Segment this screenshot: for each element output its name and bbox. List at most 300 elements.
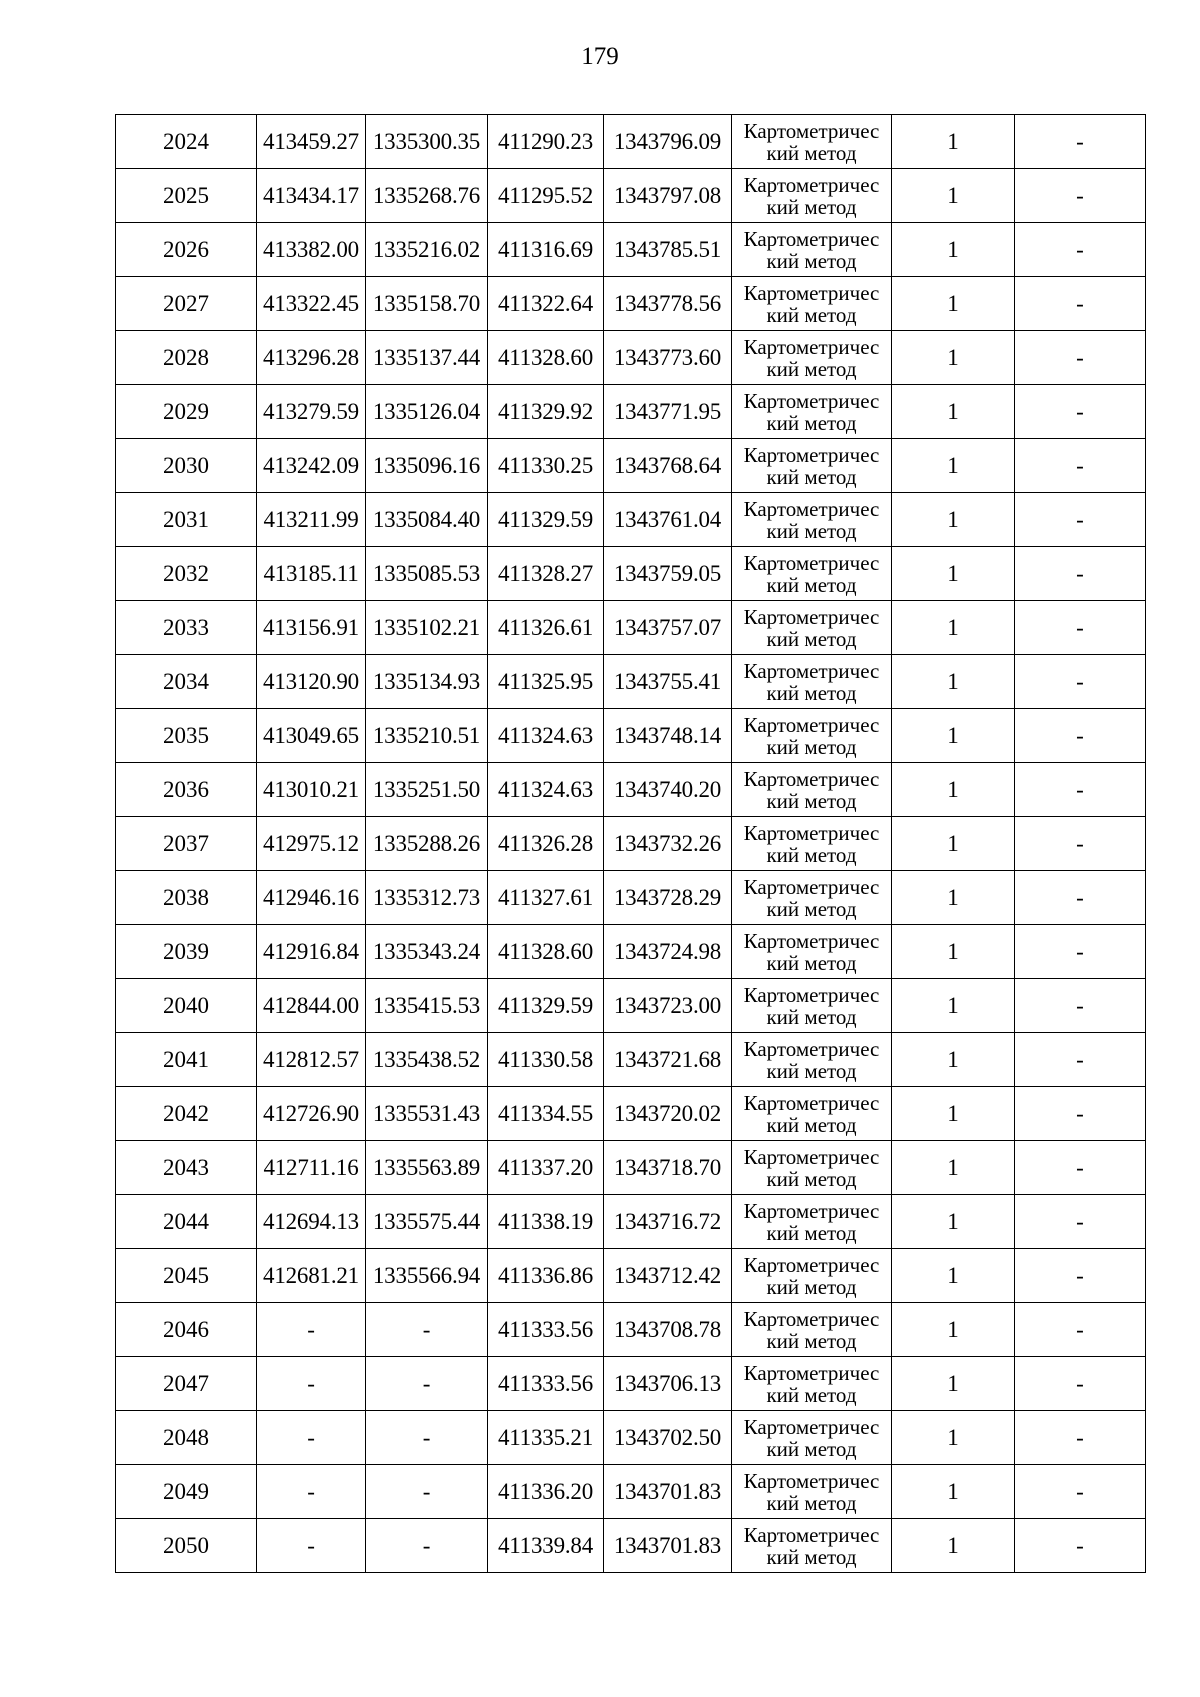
method-cell (732, 115, 892, 169)
new-x-cell: 411336.86 (488, 1249, 604, 1303)
accuracy-cell: 1 (892, 655, 1015, 709)
new-x-cell: 411333.56 (488, 1357, 604, 1411)
accuracy-cell: 1 (892, 1141, 1015, 1195)
old-x-cell: 413242.09 (257, 439, 366, 493)
method-cell (732, 223, 892, 277)
old-x-cell: - (257, 1519, 366, 1573)
method-cell (732, 1195, 892, 1249)
method-cell (732, 1087, 892, 1141)
table-row (116, 493, 1146, 547)
point-number-cell: 2024 (116, 115, 257, 169)
table-row (116, 763, 1146, 817)
point-number-cell: 2044 (116, 1195, 257, 1249)
method-cell (732, 1141, 892, 1195)
new-x-cell: 411335.21 (488, 1411, 604, 1465)
note-cell: - (1015, 547, 1146, 601)
new-x-cell: 411328.60 (488, 331, 604, 385)
method-line-1: Картометричес (743, 928, 880, 953)
accuracy-cell: 1 (892, 547, 1015, 601)
old-y-cell: 1335210.51 (366, 709, 488, 763)
accuracy-cell: 1 (892, 223, 1015, 277)
accuracy-cell: 1 (892, 979, 1015, 1033)
method-line-2: кий метод (766, 1112, 857, 1137)
point-number-cell: 2028 (116, 331, 257, 385)
table-row (116, 439, 1146, 493)
table-row (116, 169, 1146, 223)
table-row (116, 979, 1146, 1033)
accuracy-cell: 1 (892, 1195, 1015, 1249)
method-line-2: кий метод (766, 950, 857, 975)
accuracy-cell: 1 (892, 871, 1015, 925)
table-row (116, 1303, 1146, 1357)
method-line-1: Картометричес (743, 1360, 880, 1385)
old-x-cell: 413382.00 (257, 223, 366, 277)
note-cell: - (1015, 979, 1146, 1033)
point-number-cell: 2049 (116, 1465, 257, 1519)
old-y-cell: 1335288.26 (366, 817, 488, 871)
old-y-cell: 1335438.52 (366, 1033, 488, 1087)
old-x-cell: 412812.57 (257, 1033, 366, 1087)
note-cell: - (1015, 385, 1146, 439)
new-x-cell: 411336.20 (488, 1465, 604, 1519)
method-line-2: кий метод (766, 410, 857, 435)
new-x-cell: 411329.59 (488, 493, 604, 547)
method-cell (732, 1465, 892, 1519)
old-x-cell: 413322.45 (257, 277, 366, 331)
old-x-cell: 412681.21 (257, 1249, 366, 1303)
point-number-cell: 2047 (116, 1357, 257, 1411)
accuracy-cell: 1 (892, 1249, 1015, 1303)
new-x-cell: 411324.63 (488, 709, 604, 763)
note-cell: - (1015, 1411, 1146, 1465)
old-y-cell: 1335300.35 (366, 115, 488, 169)
new-y-cell: 1343716.72 (604, 1195, 732, 1249)
old-y-cell: 1335312.73 (366, 871, 488, 925)
old-x-cell: 413434.17 (257, 169, 366, 223)
point-number-cell: 2037 (116, 817, 257, 871)
point-number-cell: 2043 (116, 1141, 257, 1195)
point-number-cell: 2025 (116, 169, 257, 223)
new-y-cell: 1343702.50 (604, 1411, 732, 1465)
coordinates-table (115, 114, 1146, 1573)
new-y-cell: 1343757.07 (604, 601, 732, 655)
note-cell: - (1015, 1087, 1146, 1141)
note-cell: - (1015, 1033, 1146, 1087)
new-x-cell: 411327.61 (488, 871, 604, 925)
note-cell: - (1015, 277, 1146, 331)
note-cell: - (1015, 1303, 1146, 1357)
old-x-cell: 412916.84 (257, 925, 366, 979)
point-number-cell: 2038 (116, 871, 257, 925)
point-number-cell: 2026 (116, 223, 257, 277)
new-x-cell: 411328.60 (488, 925, 604, 979)
note-cell: - (1015, 871, 1146, 925)
method-line-1: Картометричес (743, 118, 880, 143)
method-line-1: Картометричес (743, 712, 880, 737)
accuracy-cell: 1 (892, 1411, 1015, 1465)
method-cell (732, 655, 892, 709)
old-x-cell: 413010.21 (257, 763, 366, 817)
method-cell (732, 763, 892, 817)
new-y-cell: 1343768.64 (604, 439, 732, 493)
old-x-cell: 413279.59 (257, 385, 366, 439)
method-line-2: кий метод (766, 1490, 857, 1515)
old-y-cell: 1335134.93 (366, 655, 488, 709)
method-line-1: Картометричес (743, 1522, 880, 1547)
method-line-1: Картометричес (743, 1090, 880, 1115)
old-x-cell: 412946.16 (257, 871, 366, 925)
note-cell: - (1015, 331, 1146, 385)
note-cell: - (1015, 169, 1146, 223)
note-cell: - (1015, 601, 1146, 655)
new-y-cell: 1343708.78 (604, 1303, 732, 1357)
old-y-cell: - (366, 1303, 488, 1357)
old-y-cell: 1335137.44 (366, 331, 488, 385)
old-x-cell: 413459.27 (257, 115, 366, 169)
new-x-cell: 411329.92 (488, 385, 604, 439)
method-line-1: Картометричес (743, 1252, 880, 1277)
table-row (116, 655, 1146, 709)
note-cell: - (1015, 1357, 1146, 1411)
table-row (116, 601, 1146, 655)
method-line-1: Картометричес (743, 388, 880, 413)
table-row (116, 1033, 1146, 1087)
table-row (116, 1195, 1146, 1249)
new-y-cell: 1343761.04 (604, 493, 732, 547)
method-line-2: кий метод (766, 1058, 857, 1083)
method-cell (732, 709, 892, 763)
method-line-1: Картометричес (743, 496, 880, 521)
new-x-cell: 411324.63 (488, 763, 604, 817)
method-line-1: Картометричес (743, 1036, 880, 1061)
method-cell (732, 979, 892, 1033)
method-cell (732, 925, 892, 979)
new-y-cell: 1343728.29 (604, 871, 732, 925)
table-row (116, 385, 1146, 439)
old-y-cell: 1335102.21 (366, 601, 488, 655)
new-y-cell: 1343771.95 (604, 385, 732, 439)
accuracy-cell: 1 (892, 169, 1015, 223)
method-line-2: кий метод (766, 248, 857, 273)
new-x-cell: 411330.25 (488, 439, 604, 493)
method-line-2: кий метод (766, 1004, 857, 1029)
new-y-cell: 1343732.26 (604, 817, 732, 871)
accuracy-cell: 1 (892, 277, 1015, 331)
new-x-cell: 411290.23 (488, 115, 604, 169)
method-cell (732, 1411, 892, 1465)
old-y-cell: - (366, 1519, 488, 1573)
point-number-cell: 2039 (116, 925, 257, 979)
table-row (116, 223, 1146, 277)
accuracy-cell: 1 (892, 1357, 1015, 1411)
method-line-1: Картометричес (743, 550, 880, 575)
method-line-2: кий метод (766, 572, 857, 597)
old-y-cell: 1335575.44 (366, 1195, 488, 1249)
point-number-cell: 2036 (116, 763, 257, 817)
accuracy-cell: 1 (892, 1033, 1015, 1087)
old-y-cell: - (366, 1357, 488, 1411)
method-line-2: кий метод (766, 842, 857, 867)
new-y-cell: 1343723.00 (604, 979, 732, 1033)
new-x-cell: 411337.20 (488, 1141, 604, 1195)
old-y-cell: 1335126.04 (366, 385, 488, 439)
new-y-cell: 1343740.20 (604, 763, 732, 817)
table-row (116, 1411, 1146, 1465)
old-x-cell: - (257, 1411, 366, 1465)
method-cell (732, 385, 892, 439)
method-line-1: Картометричес (743, 1144, 880, 1169)
point-number-cell: 2041 (116, 1033, 257, 1087)
new-x-cell: 411338.19 (488, 1195, 604, 1249)
table-row (116, 1519, 1146, 1573)
old-y-cell: 1335566.94 (366, 1249, 488, 1303)
note-cell: - (1015, 439, 1146, 493)
old-x-cell: 413120.90 (257, 655, 366, 709)
note-cell: - (1015, 925, 1146, 979)
point-number-cell: 2035 (116, 709, 257, 763)
table-row (116, 547, 1146, 601)
old-y-cell: 1335096.16 (366, 439, 488, 493)
table-row (116, 925, 1146, 979)
method-line-2: кий метод (766, 1166, 857, 1191)
table-row (116, 1249, 1146, 1303)
method-line-1: Картометричес (743, 442, 880, 467)
old-x-cell: 412694.13 (257, 1195, 366, 1249)
point-number-cell: 2045 (116, 1249, 257, 1303)
method-cell (732, 1303, 892, 1357)
note-cell: - (1015, 709, 1146, 763)
method-cell (732, 1249, 892, 1303)
old-x-cell: 413211.99 (257, 493, 366, 547)
table-row (116, 1465, 1146, 1519)
method-line-1: Картометричес (743, 226, 880, 251)
point-number-cell: 2031 (116, 493, 257, 547)
new-x-cell: 411316.69 (488, 223, 604, 277)
new-y-cell: 1343724.98 (604, 925, 732, 979)
old-x-cell: 412975.12 (257, 817, 366, 871)
table-row (116, 1141, 1146, 1195)
accuracy-cell: 1 (892, 763, 1015, 817)
new-x-cell: 411330.58 (488, 1033, 604, 1087)
new-y-cell: 1343721.68 (604, 1033, 732, 1087)
table-body (116, 115, 1146, 1573)
method-line-2: кий метод (766, 788, 857, 813)
method-cell (732, 1519, 892, 1573)
method-line-2: кий метод (766, 356, 857, 381)
new-x-cell: 411339.84 (488, 1519, 604, 1573)
method-line-1: Картометричес (743, 874, 880, 899)
accuracy-cell: 1 (892, 385, 1015, 439)
accuracy-cell: 1 (892, 1519, 1015, 1573)
old-y-cell: 1335216.02 (366, 223, 488, 277)
method-line-2: кий метод (766, 464, 857, 489)
point-number-cell: 2030 (116, 439, 257, 493)
new-x-cell: 411329.59 (488, 979, 604, 1033)
old-x-cell: 413049.65 (257, 709, 366, 763)
old-y-cell: 1335268.76 (366, 169, 488, 223)
old-x-cell: 412711.16 (257, 1141, 366, 1195)
note-cell: - (1015, 1195, 1146, 1249)
old-x-cell: 413156.91 (257, 601, 366, 655)
method-cell (732, 1033, 892, 1087)
method-line-1: Картометричес (743, 604, 880, 629)
method-line-2: кий метод (766, 1544, 857, 1569)
old-x-cell: 412844.00 (257, 979, 366, 1033)
accuracy-cell: 1 (892, 817, 1015, 871)
new-x-cell: 411295.52 (488, 169, 604, 223)
old-y-cell: 1335415.53 (366, 979, 488, 1033)
method-cell (732, 601, 892, 655)
old-x-cell: - (257, 1303, 366, 1357)
table-row (116, 115, 1146, 169)
method-line-2: кий метод (766, 1436, 857, 1461)
note-cell: - (1015, 115, 1146, 169)
table-row (116, 871, 1146, 925)
method-line-1: Картометричес (743, 1306, 880, 1331)
method-line-1: Картометричес (743, 1198, 880, 1223)
new-x-cell: 411325.95 (488, 655, 604, 709)
old-x-cell: - (257, 1357, 366, 1411)
new-y-cell: 1343706.13 (604, 1357, 732, 1411)
method-line-1: Картометричес (743, 766, 880, 791)
note-cell: - (1015, 655, 1146, 709)
old-y-cell: - (366, 1411, 488, 1465)
note-cell: - (1015, 1519, 1146, 1573)
accuracy-cell: 1 (892, 439, 1015, 493)
table-row (116, 331, 1146, 385)
point-number-cell: 2033 (116, 601, 257, 655)
point-number-cell: 2042 (116, 1087, 257, 1141)
method-cell (732, 169, 892, 223)
new-y-cell: 1343759.05 (604, 547, 732, 601)
method-line-1: Картометричес (743, 982, 880, 1007)
method-line-2: кий метод (766, 302, 857, 327)
method-line-2: кий метод (766, 1328, 857, 1353)
accuracy-cell: 1 (892, 925, 1015, 979)
new-x-cell: 411326.28 (488, 817, 604, 871)
new-y-cell: 1343701.83 (604, 1519, 732, 1573)
point-number-cell: 2050 (116, 1519, 257, 1573)
new-y-cell: 1343785.51 (604, 223, 732, 277)
new-x-cell: 411328.27 (488, 547, 604, 601)
method-cell (732, 331, 892, 385)
accuracy-cell: 1 (892, 1303, 1015, 1357)
old-y-cell: 1335158.70 (366, 277, 488, 331)
method-line-1: Картометричес (743, 1468, 880, 1493)
new-y-cell: 1343701.83 (604, 1465, 732, 1519)
new-x-cell: 411322.64 (488, 277, 604, 331)
method-line-2: кий метод (766, 1274, 857, 1299)
method-line-2: кий метод (766, 680, 857, 705)
old-x-cell: 412726.90 (257, 1087, 366, 1141)
table-row (116, 709, 1146, 763)
method-line-2: кий метод (766, 1220, 857, 1245)
old-x-cell: - (257, 1465, 366, 1519)
method-line-2: кий метод (766, 1382, 857, 1407)
method-line-1: Картометричес (743, 172, 880, 197)
table-row (116, 1357, 1146, 1411)
old-x-cell: 413296.28 (257, 331, 366, 385)
method-cell (732, 871, 892, 925)
table-row (116, 1087, 1146, 1141)
point-number-cell: 2029 (116, 385, 257, 439)
method-line-2: кий метод (766, 626, 857, 651)
old-x-cell: 413185.11 (257, 547, 366, 601)
old-y-cell: 1335343.24 (366, 925, 488, 979)
note-cell: - (1015, 1141, 1146, 1195)
point-number-cell: 2040 (116, 979, 257, 1033)
method-line-1: Картометричес (743, 280, 880, 305)
old-y-cell: 1335563.89 (366, 1141, 488, 1195)
accuracy-cell: 1 (892, 115, 1015, 169)
note-cell: - (1015, 1465, 1146, 1519)
point-number-cell: 2032 (116, 547, 257, 601)
accuracy-cell: 1 (892, 1465, 1015, 1519)
new-y-cell: 1343712.42 (604, 1249, 732, 1303)
note-cell: - (1015, 817, 1146, 871)
method-line-2: кий метод (766, 194, 857, 219)
note-cell: - (1015, 763, 1146, 817)
new-y-cell: 1343748.14 (604, 709, 732, 763)
new-y-cell: 1343773.60 (604, 331, 732, 385)
point-number-cell: 2048 (116, 1411, 257, 1465)
point-number-cell: 2027 (116, 277, 257, 331)
method-cell (732, 493, 892, 547)
new-x-cell: 411334.55 (488, 1087, 604, 1141)
old-y-cell: 1335084.40 (366, 493, 488, 547)
method-line-1: Картометричес (743, 334, 880, 359)
method-cell (732, 547, 892, 601)
new-y-cell: 1343718.70 (604, 1141, 732, 1195)
table-row (116, 277, 1146, 331)
page-number: 179 (581, 43, 619, 70)
old-y-cell: 1335085.53 (366, 547, 488, 601)
method-cell (732, 817, 892, 871)
method-cell (732, 277, 892, 331)
accuracy-cell: 1 (892, 493, 1015, 547)
method-line-2: кий метод (766, 896, 857, 921)
method-line-2: кий метод (766, 518, 857, 543)
new-y-cell: 1343778.56 (604, 277, 732, 331)
old-y-cell: 1335531.43 (366, 1087, 488, 1141)
note-cell: - (1015, 223, 1146, 277)
method-cell (732, 1357, 892, 1411)
accuracy-cell: 1 (892, 601, 1015, 655)
new-x-cell: 411333.56 (488, 1303, 604, 1357)
new-y-cell: 1343720.02 (604, 1087, 732, 1141)
method-line-1: Картометричес (743, 658, 880, 683)
new-x-cell: 411326.61 (488, 601, 604, 655)
old-y-cell: 1335251.50 (366, 763, 488, 817)
accuracy-cell: 1 (892, 331, 1015, 385)
note-cell: - (1015, 493, 1146, 547)
new-y-cell: 1343797.08 (604, 169, 732, 223)
point-number-cell: 2046 (116, 1303, 257, 1357)
method-line-2: кий метод (766, 734, 857, 759)
new-y-cell: 1343796.09 (604, 115, 732, 169)
accuracy-cell: 1 (892, 709, 1015, 763)
new-y-cell: 1343755.41 (604, 655, 732, 709)
accuracy-cell: 1 (892, 1087, 1015, 1141)
method-cell (732, 439, 892, 493)
point-number-cell: 2034 (116, 655, 257, 709)
note-cell: - (1015, 1249, 1146, 1303)
method-line-1: Картометричес (743, 820, 880, 845)
method-line-1: Картометричес (743, 1414, 880, 1439)
old-y-cell: - (366, 1465, 488, 1519)
table-row (116, 817, 1146, 871)
method-line-2: кий метод (766, 140, 857, 165)
